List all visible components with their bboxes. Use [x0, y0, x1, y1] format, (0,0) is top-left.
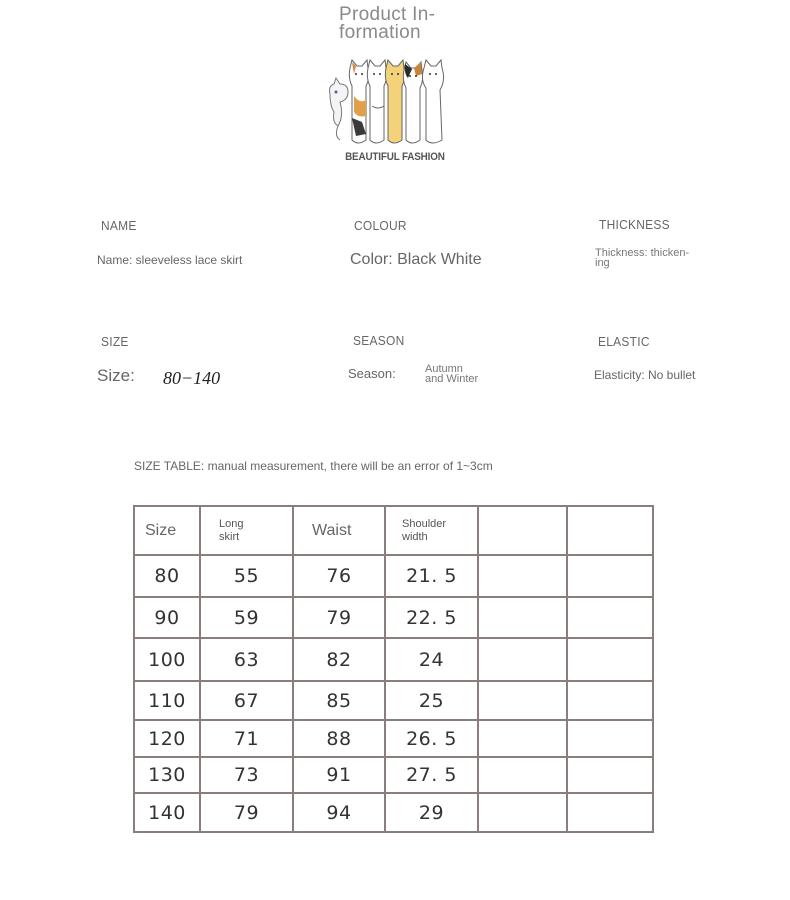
table-row — [134, 757, 653, 793]
cell-empty — [478, 793, 567, 832]
cell-empty — [567, 597, 653, 638]
cell-waist: 76 — [293, 555, 385, 597]
cell-size: 100 — [134, 638, 200, 681]
elastic-value: Elasticity: No bullet — [594, 368, 696, 382]
thickness-heading: THICKNESS — [599, 217, 670, 232]
cell-shoulder-width: 22. 5 — [385, 597, 478, 638]
cell-waist: 82 — [293, 638, 385, 681]
cell-shoulder-width: 29 — [385, 793, 478, 832]
table-row — [134, 638, 653, 681]
cell-waist: 85 — [293, 681, 385, 720]
cell-empty — [567, 793, 653, 832]
cell-size: 120 — [134, 720, 200, 757]
cell-long-skirt: 67 — [200, 681, 293, 720]
table-row — [134, 793, 653, 832]
header-long-skirt — [200, 506, 293, 555]
cell-waist: 94 — [293, 793, 385, 832]
cell-long-skirt: 79 — [200, 793, 293, 832]
thickness-value — [595, 248, 689, 268]
colour-heading: COLOUR — [354, 218, 407, 233]
cell-size: 130 — [134, 757, 200, 793]
size-table — [133, 505, 654, 833]
cell-empty — [567, 638, 653, 681]
thickness-value-line1: Thickness: thicken- — [595, 247, 690, 259]
cell-empty — [567, 757, 653, 793]
cell-long-skirt: 63 — [200, 638, 293, 681]
size-heading: SIZE — [101, 334, 129, 349]
cell-size: 110 — [134, 681, 200, 720]
cell-empty — [478, 681, 567, 720]
cell-size: 140 — [134, 793, 200, 832]
cell-empty — [567, 555, 653, 597]
table-row — [134, 597, 653, 638]
cell-long-skirt: 71 — [200, 720, 293, 757]
logo-caption: BEAUTIFUL FASHION — [345, 151, 445, 163]
cell-size: 90 — [134, 597, 200, 638]
cell-empty — [567, 681, 653, 720]
cell-waist: 79 — [293, 597, 385, 638]
page-title-line1: Product In- — [339, 4, 436, 25]
header-shoulder-width — [385, 506, 478, 555]
header-long-skirt-line1: Long — [219, 517, 244, 530]
cell-shoulder-width: 27. 5 — [385, 757, 478, 793]
table-row — [134, 681, 653, 720]
header-long-skirt-line2: skirt — [219, 530, 240, 543]
header-waist: Waist — [293, 506, 385, 555]
name-value: Name: sleeveless lace skirt — [97, 253, 243, 267]
cell-empty — [478, 638, 567, 681]
cell-waist: 91 — [293, 757, 385, 793]
season-value-line1: Autumn — [425, 363, 463, 375]
header-size: Size — [134, 506, 200, 555]
season-heading: SEASON — [353, 333, 405, 348]
header-empty-1 — [478, 506, 567, 555]
cell-size: 80 — [134, 555, 200, 597]
cell-shoulder-width: 24 — [385, 638, 478, 681]
page-title — [339, 6, 459, 42]
thickness-value-line2: ing — [595, 257, 610, 269]
size-value: 80−140 — [163, 368, 221, 388]
cell-shoulder-width: 25 — [385, 681, 478, 720]
cell-shoulder-width: 26. 5 — [385, 720, 478, 757]
table-row — [134, 720, 653, 757]
elastic-heading: ELASTIC — [598, 334, 650, 349]
size-table-note: SIZE TABLE: manual measurement, there will be an error of 1~3cm — [134, 459, 493, 473]
cell-empty — [478, 757, 567, 793]
cell-empty — [478, 597, 567, 638]
header-empty-2 — [567, 506, 653, 555]
size-table-header-row — [134, 506, 653, 555]
cell-long-skirt: 73 — [200, 757, 293, 793]
size-table-body — [134, 555, 653, 832]
cell-shoulder-width: 21. 5 — [385, 555, 478, 597]
table-row — [134, 555, 653, 597]
colour-value: Color: Black White — [350, 251, 482, 268]
cell-long-skirt: 55 — [200, 555, 293, 597]
season-value — [425, 364, 478, 384]
cell-empty — [478, 720, 567, 757]
header-shoulder-line2: width — [402, 530, 428, 543]
season-label: Season: — [348, 366, 396, 381]
page-title-line2: formation — [339, 22, 421, 43]
season-value-line2: and Winter — [425, 373, 479, 385]
cell-empty — [478, 555, 567, 597]
cell-long-skirt: 59 — [200, 597, 293, 638]
name-heading: NAME — [101, 218, 137, 233]
cell-waist: 88 — [293, 720, 385, 757]
cell-empty — [567, 720, 653, 757]
size-label: Size: — [97, 366, 135, 385]
header-shoulder-line1: Shoulder — [402, 517, 447, 530]
